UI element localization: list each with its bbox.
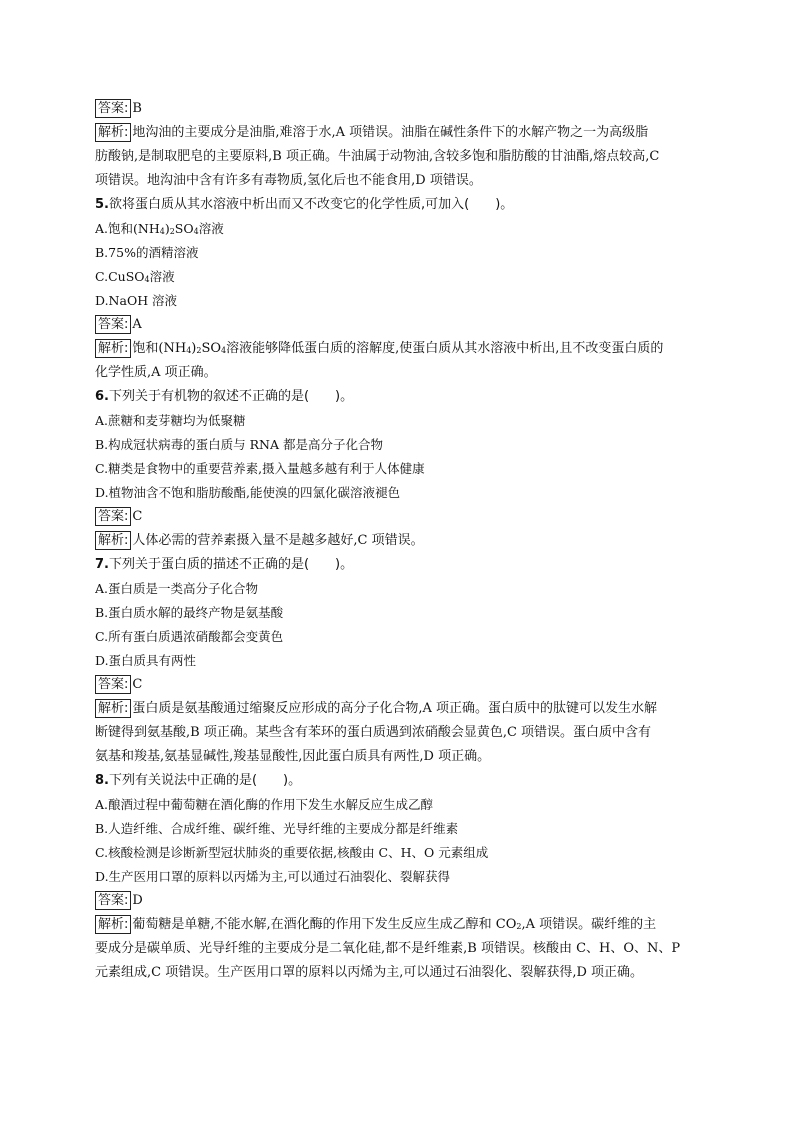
q8-analysis-line-1: 解析: 葡萄糖是单糖,不能水解,在酒化酶的作用下发生反应生成乙醇和 $CO_2,A$ 项错误。碳纤维的主 (95, 913, 700, 937)
q8-option-a: A.酿酒过程中葡萄糖在酒化酶的作用下发生水解反应生成乙醇 (95, 797, 434, 812)
q6-option-a: A.蔗糖和麦芽糖均为低聚糖 (95, 413, 246, 428)
q8-option-c: C.核酸检测是诊断新型冠状肺炎的重要依据,核酸由 C、H、O 元素组成 (95, 845, 489, 860)
q8-analysis-line-2: 要成分是碳单质、光导纤维的主要成分是二氧化硅,都不是纤维素,B 项错误。核酸由 C、H、O、N、P (95, 941, 681, 956)
q7-option-d: D.蛋白质具有两性 (95, 653, 197, 668)
q5-option-a: A.饱和$(NH_4)_2SO_4$溶液 (95, 221, 224, 236)
q6-analysis-line: 解析: 人体必需的营养素摄入量不是越多越好,C 项错误。 (95, 529, 700, 553)
q4-analysis-line-1: 解析: 地沟油的主要成分是油脂,难溶于水,A 项错误。油脂在碱性条件下的水解产物之一为高级脂 (95, 121, 700, 145)
analysis-label: 解析: (95, 123, 131, 142)
q7-stem: 7.下列关于蛋白质的描述不正确的是( )。 (95, 557, 354, 572)
q8-option-b: B.人造纤维、合成纤维、碳纤维、光导纤维的主要成分都是纤维素 (95, 821, 459, 836)
q7-number: 7. (95, 557, 109, 572)
analysis-label: 解析: (95, 699, 131, 718)
document-page (95, 97, 700, 985)
q8-stem: 8.下列有关说法中正确的是( )。 (95, 773, 302, 788)
answer-label: 答案: (95, 675, 131, 694)
q4-analysis-line-2: 肪酸钠,是制取肥皂的主要原料,B 项正确。牛油属于动物油,含较多饱和脂肪酸的甘油酯,熔点较高,C (95, 149, 660, 164)
q6-answer-line (95, 505, 700, 529)
q4-answer: B (132, 101, 142, 116)
q7-answer: C (132, 677, 143, 692)
q6-stem: 6.下列关于有机物的叙述不正确的是( )。 (95, 389, 354, 404)
q5-option-b: B.75%的酒精溶液 (95, 245, 199, 260)
q7-answer-line (95, 673, 700, 697)
q6-option-b: B.构成冠状病毒的蛋白质与 RNA 都是高分子化合物 (95, 437, 383, 452)
q8-answer: D (132, 893, 143, 908)
analysis-label: 解析: (95, 531, 131, 550)
q8-option-d: D.生产医用口罩的原料以丙烯为主,可以通过石油裂化、裂解获得 (95, 869, 451, 884)
q5-answer: A (132, 317, 142, 332)
q5-number: 5. (95, 197, 109, 212)
q7-analysis-line-2: 断键得到氨基酸,B 项正确。某些含有苯环的蛋白质遇到浓硝酸会显黄色,C 项错误。蛋白质中含有 (95, 725, 652, 740)
q6-option-d: D.植物油含不饱和脂肪酸酯,能使溴的四氯化碳溶液褪色 (95, 485, 401, 500)
q7-analysis-line-3: 氨基和羧基,氨基显碱性,羧基显酸性,因此蛋白质具有两性,D 项正确。 (95, 749, 491, 764)
answer-label: 答案: (95, 891, 131, 910)
q4-analysis-line-3: 项错误。地沟油中含有许多有毒物质,氢化后也不能食用,D 项错误。 (95, 173, 482, 188)
q7-option-b: B.蛋白质水解的最终产物是氨基酸 (95, 605, 284, 620)
q8-number: 8. (95, 773, 109, 788)
analysis-label: 解析: (95, 915, 131, 934)
answer-label: 答案: (95, 315, 131, 334)
answer-label: 答案: (95, 507, 131, 526)
q7-analysis-line-1: 解析: 蛋白质是氨基酸通过缩聚反应形成的高分子化合物,A 项正确。蛋白质中的肽键可以发生水解 (95, 697, 700, 721)
q5-option-d: D.NaOH 溶液 (95, 293, 178, 308)
q5-option-c: C.CuSO$_4$溶液 (95, 269, 175, 284)
q6-number: 6. (95, 389, 109, 404)
q5-analysis-line-1: 解析: 饱和$(NH_4)_2SO_4$溶液能够降低蛋白质的溶解度,使蛋白质从其水溶液中析出,且不改变蛋白质的 (95, 337, 700, 361)
q6-answer: C (132, 509, 143, 524)
q5-stem: 5.欲将蛋白质从其水溶液中析出而又不改变它的化学性质,可加入( )。 (95, 197, 514, 212)
q5-answer-line (95, 313, 700, 337)
q6-option-c: C.糖类是食物中的重要营养素,摄入量越多越有利于人体健康 (95, 461, 425, 476)
answer-label: 答案: (95, 99, 131, 118)
q5-analysis-line-2: 化学性质,A 项正确。 (95, 365, 217, 380)
analysis-label: 解析: (95, 339, 131, 358)
q8-analysis-line-3: 元素组成,C 项错误。生产医用口罩的原料以丙烯为主,可以通过石油裂化、裂解获得,D 项正确。 (95, 965, 644, 980)
q7-option-c: C.所有蛋白质遇浓硝酸都会变黄色 (95, 629, 284, 644)
q7-option-a: A.蛋白质是一类高分子化合物 (95, 581, 259, 596)
q4-answer-line (95, 97, 700, 121)
q8-answer-line (95, 889, 700, 913)
